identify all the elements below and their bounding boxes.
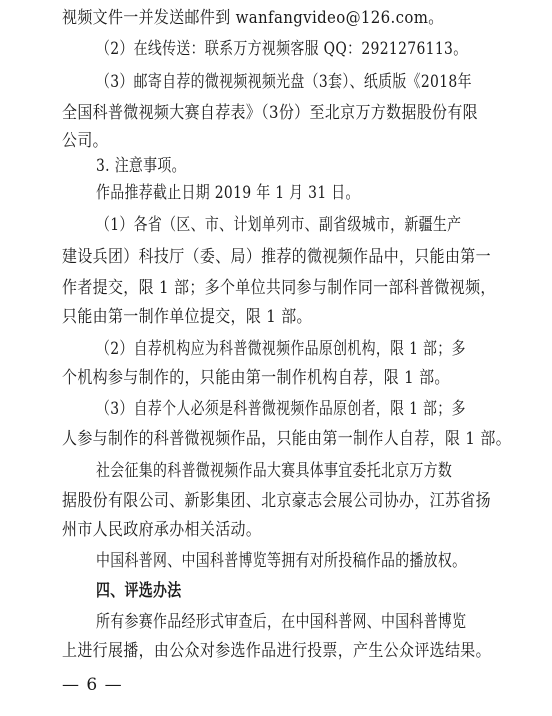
text-line: 中国科普网、中国科普博览等拥有对所投稿作品的播放权。 bbox=[96, 551, 467, 571]
text-line: 全国科普微视频大赛自荐表》（3份）至北京万方数据股份有限 bbox=[62, 103, 479, 123]
text-line: 建设兵团）科技厅（委、局）推荐的微视频作品中，只能由第一 bbox=[62, 247, 491, 267]
text-line: 公司。 bbox=[62, 131, 108, 151]
text-line: 据股份有限公司、新影集团、北京豪志会展公司协办，江苏省扬 bbox=[62, 491, 491, 511]
text-line: （3）自荐个人必须是科普微视频作品原创者，限 1 部；多 bbox=[96, 399, 466, 419]
section-heading: 四、评选办法 bbox=[96, 581, 182, 601]
text-line: （3）邮寄自荐的微视频视频光盘（3套）、纸质版《2018年 bbox=[96, 72, 472, 92]
text-line: 视频文件一并发送邮件到 wanfangvideo@126.com。 bbox=[62, 8, 444, 28]
section-subheading: 3. 注意事项。 bbox=[96, 156, 186, 176]
text-line: 社会征集的科普微视频作品大赛具体事宜委托北京万方数 bbox=[96, 461, 453, 481]
text-line: 只能由第一制作单位提交，限 1 部。 bbox=[62, 307, 312, 327]
text-line: 上进行展播，由公众对参选作品进行投票，产生公众评选结果。 bbox=[62, 641, 491, 661]
text-line: 个机构参与制作的，只能由第一制作机构自荐，限 1 部。 bbox=[62, 368, 450, 388]
page-number: — 6 — bbox=[62, 675, 123, 695]
text-line: 作品推荐截止日期 2019 年 1 月 31 日。 bbox=[96, 183, 360, 203]
text-line: （1）各省（区、市、计划单列市、副省级城市，新疆生产 bbox=[96, 215, 462, 235]
text-line: 人参与制作的科普微视频作品，只能由第一制作人自荐，限 1 部。 bbox=[62, 429, 512, 449]
text-line: 作者提交，限 1 部；多个单位共同参与制作同一部科普微视频， bbox=[62, 278, 496, 298]
text-line: 所有参赛作品经形式审查后，在中国科普网、中国科普博览 bbox=[96, 612, 467, 632]
text-line: （2）在线传送：联系万方视频客服 QQ：2921276113。 bbox=[96, 39, 468, 59]
text-line: （2）自荐机构应为科普微视频作品原创机构，限 1 部；多 bbox=[96, 339, 466, 359]
text-line: 州市人民政府承办相关活动。 bbox=[62, 520, 262, 540]
